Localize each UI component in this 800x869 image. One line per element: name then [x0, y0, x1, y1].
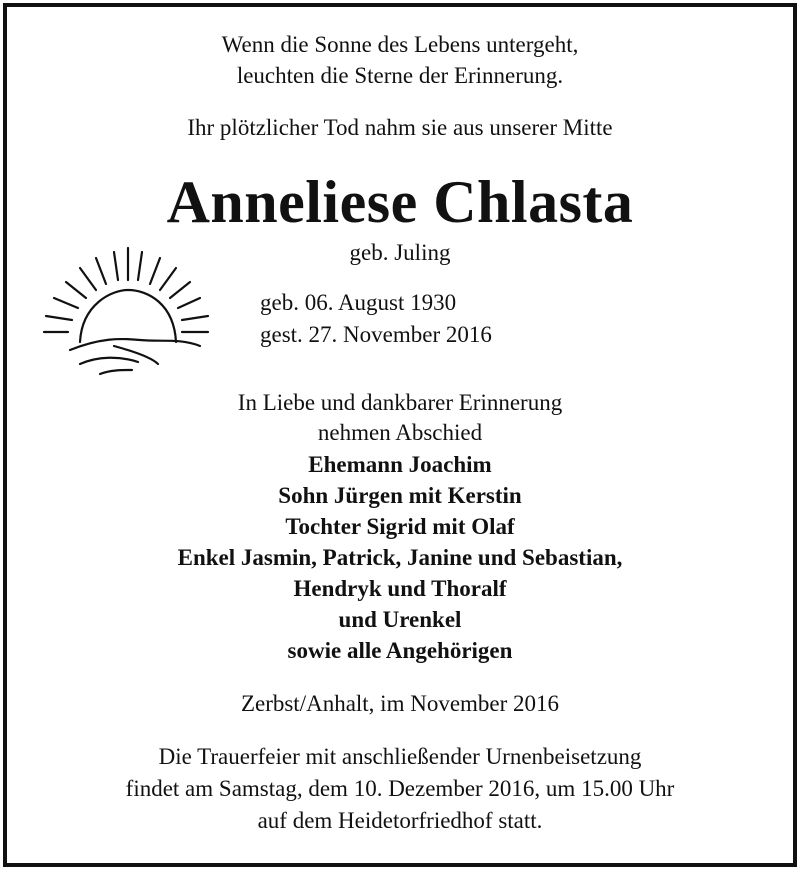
- ceremony-line-1: Die Trauerfeier mit anschließender Urnenbeisetzung: [158, 744, 642, 769]
- sunset-icon: [40, 242, 212, 382]
- birth-date: geb. 06. August 1930: [260, 290, 457, 315]
- mourner-4: Enkel Jasmin, Patrick, Janine und Sebastian,: [177, 545, 623, 570]
- mourner-1: Ehemann Joachim: [308, 452, 492, 477]
- mourner-2: Sohn Jürgen mit Kerstin: [278, 483, 522, 508]
- farewell-line-2: nehmen Abschied: [317, 420, 483, 445]
- place-date: Zerbst/Anhalt, im November 2016: [240, 691, 560, 716]
- death-date: gest. 27. November 2016: [260, 322, 492, 347]
- quote-line-1: Wenn die Sonne des Lebens untergeht,: [221, 32, 579, 57]
- ceremony-line-2: findet am Samstag, dem 10. Dezember 2016, um 15.00 Uhr: [125, 776, 675, 801]
- mourner-5: Hendryk und Thoralf: [293, 576, 507, 601]
- maiden-name: geb. Juling: [349, 240, 451, 265]
- quote-line-2: leuchten die Sterne der Erinnerung.: [236, 63, 564, 88]
- intro-text: Ihr plötzlicher Tod nahm sie aus unserer Mitte: [187, 115, 613, 140]
- mourner-7: sowie alle Angehörigen: [287, 638, 513, 663]
- farewell-line-1: In Liebe und dankbarer Erinnerung: [237, 390, 563, 415]
- mourner-6: und Urenkel: [338, 607, 462, 632]
- ceremony-line-3: auf dem Heidetorfriedhof statt.: [257, 808, 543, 833]
- mourner-3: Tochter Sigrid mit Olaf: [285, 514, 515, 539]
- deceased-name: Anneliese Chlasta: [166, 169, 634, 235]
